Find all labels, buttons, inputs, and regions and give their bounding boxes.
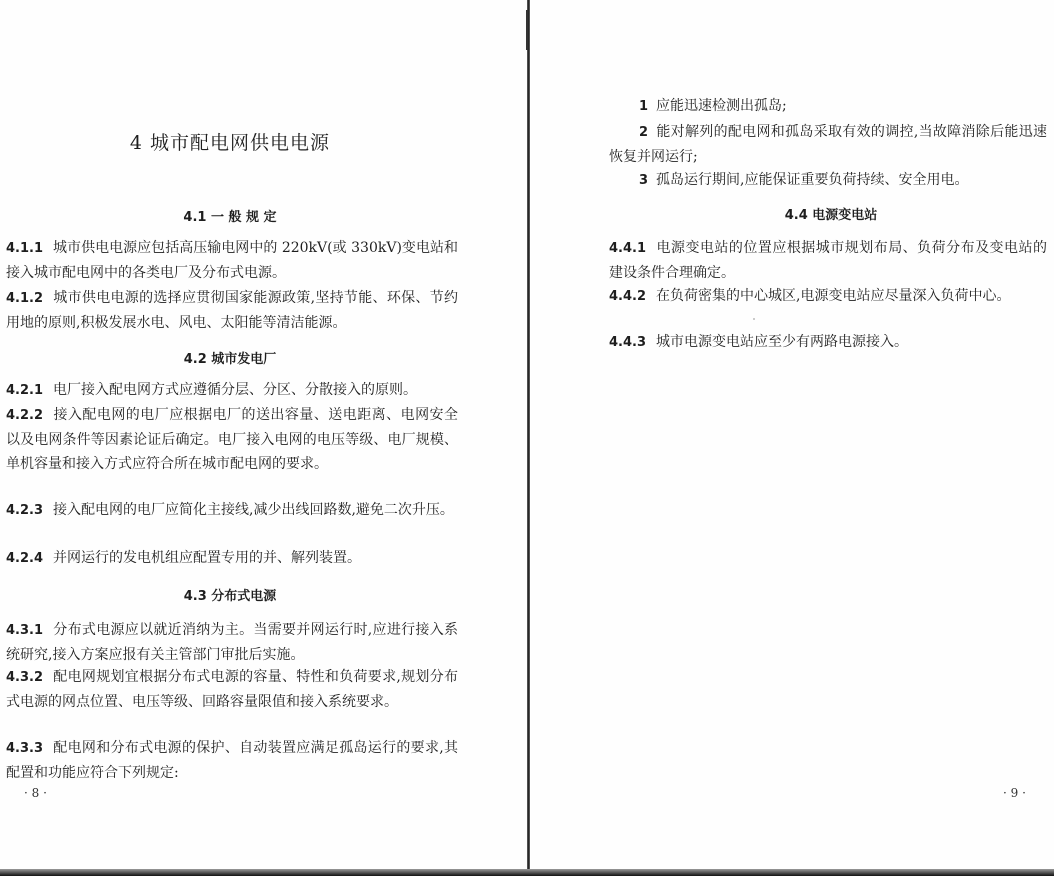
page-number-left: · 8 · [24,786,47,800]
clause-text: 城市供电电源的选择应贯彻国家能源政策,坚持节能、环保、节约用地的原则,积极发展水电、风电、太阳能等清洁能源。 [6,290,458,331]
clause-text: 城市供电电源应包括高压输电网中的 220kV(或 330kV)变电站和接入城市配电网中的各类电厂及分布式电源。 [6,240,458,281]
clause-text: 配电网和分布式电源的保护、自动装置应满足孤岛运行的要求,其配置和功能应符合下列规定: [6,740,458,781]
clause-4-1-1 [6,236,458,285]
clause-4-4-1 [609,236,1047,285]
clause-4-2-3 [6,498,458,523]
clause-4-1-2 [6,286,458,335]
clause-number: 4.1.2 [6,291,44,306]
clause-4-3-3 [6,736,458,785]
clause-text: 接入配电网的电厂应根据电厂的送出容量、送电距离、电网安全以及电网条件等因素论证后确定。电厂接入电网的电压等级、电厂规模、单机容量和接入方式应符合所在城市配电网的要求。 [6,407,458,472]
clause-number: 4.4.1 [609,241,647,256]
clause-4-2-1 [6,378,458,403]
item-text: 孤岛运行期间,应能保证重要负荷持续、安全用电。 [656,172,969,188]
clause-4-2-2 [6,403,458,476]
list-item-1 [609,94,1047,119]
clause-text: 电源变电站的位置应根据城市规划布局、负荷分布及变电站的建设条件合理确定。 [609,240,1047,281]
right-page [531,0,1054,876]
item-text: 能对解列的配电网和孤岛采取有效的调控,当故障消除后能迅速恢复并网运行; [609,124,1047,165]
clause-number: 4.4.3 [609,335,647,350]
clause-4-3-1 [6,618,458,667]
clause-number: 4.4.2 [609,289,647,304]
clause-4-3-2 [6,665,458,714]
clause-4-2-4 [6,546,458,571]
section-title-4-4: 4.4 电源变电站 [784,208,878,223]
section-title-4-3: 4.3 分布式电源 [183,589,277,604]
clause-text: 并网运行的发电机组应配置专用的并、解列装置。 [53,550,362,566]
scan-bottom-edge [0,869,1054,876]
clause-number: 4.3.1 [6,623,44,638]
item-number: 2 [639,125,649,140]
clause-number: 4.1.1 [6,241,44,256]
chapter-title: 4 城市配电网供电电源 [129,132,331,154]
clause-number: 4.2.2 [6,408,44,423]
clause-number: 4.3.3 [6,741,44,756]
clause-4-4-3 [609,330,1047,355]
clause-number: 4.2.1 [6,383,44,398]
item-number: 3 [639,173,649,188]
clause-number: 4.2.3 [6,503,44,518]
page-number-right: · 9 · [1003,786,1026,800]
clause-text: 接入配电网的电厂应简化主接线,减少出线回路数,避免二次升压。 [53,502,454,518]
clause-text: 电厂接入配电网方式应遵循分层、分区、分散接入的原则。 [53,382,418,398]
section-title-4-1: 4.1 一 般 规 定 [183,210,277,225]
clause-4-4-2 [609,284,1047,309]
book-spine [527,0,530,876]
spine-mark [526,10,528,50]
list-item-3 [609,168,1047,193]
clause-text: 分布式电源应以就近消纳为主。当需要并网运行时,应进行接入系统研究,接入方案应报有关主管部门审批后实施。 [6,622,458,663]
item-text: 应能迅速检测出孤岛; [656,98,787,114]
clause-text: 城市电源变电站应至少有两路电源接入。 [656,334,909,350]
section-title-4-2: 4.2 城市发电厂 [183,352,277,367]
item-number: 1 [639,99,649,114]
clause-number: 4.3.2 [6,670,44,685]
list-item-2 [609,120,1047,169]
scan-speck [753,318,755,320]
clause-text: 配电网规划宜根据分布式电源的容量、特性和负荷要求,规划分布式电源的网点位置、电压等级、回路容量限值和接入系统要求。 [6,669,458,710]
clause-number: 4.2.4 [6,551,44,566]
clause-text: 在负荷密集的中心城区,电源变电站应尽量深入负荷中心。 [656,288,1011,304]
